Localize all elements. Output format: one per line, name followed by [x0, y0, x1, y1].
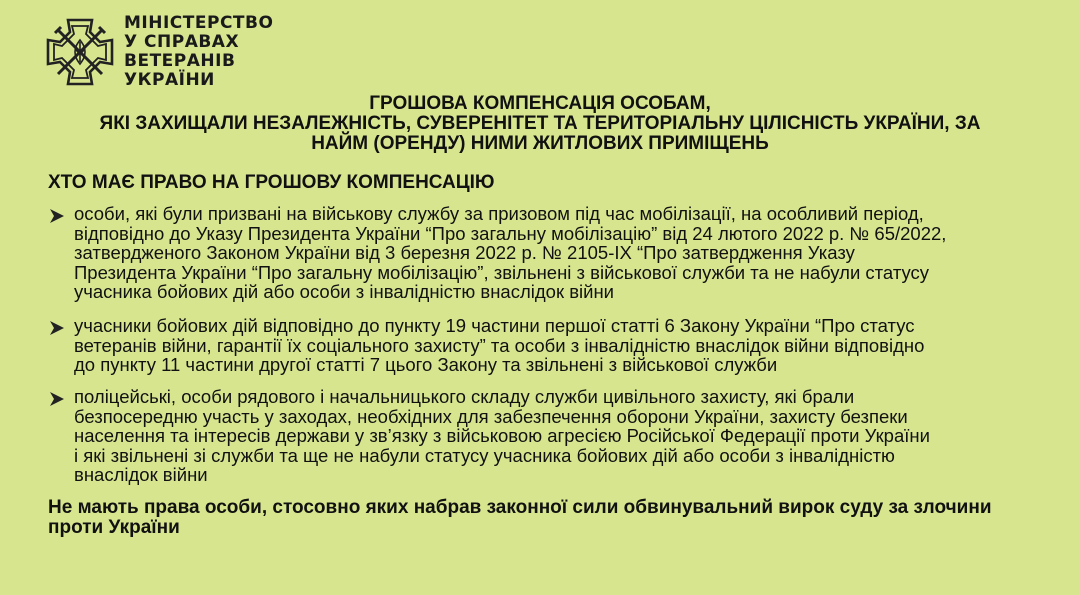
text-line: затвердженого Законом України від 3 березня 2022 р. № 2105-IX “Про затвердження Указу — [74, 242, 855, 263]
ministry-name-line-4: УКРАЇНИ — [124, 70, 215, 90]
eligibility-item-text — [70, 387, 930, 485]
ministry-name-line-2: У СПРАВАХ — [124, 32, 240, 52]
text-line: ветеранів війни, гарантії їх соціального захисту” та особи з інвалідністю внаслідок війни відповідно — [74, 334, 925, 356]
title-line-3: НАЙМ (ОРЕНДУ) НИМИ ЖИТЛОВИХ ПРИМІЩЕНЬ — [311, 133, 769, 154]
arrow-bullet-icon — [48, 389, 70, 409]
section-heading: ХТО МАЄ ПРАВО НА ГРОШОВУ КОМПЕНСАЦІЮ — [48, 172, 495, 193]
page-title — [40, 94, 1040, 154]
text-line: Президента України “Про загальну мобілізацію”, звільнені з військової служби та не набули статусу — [74, 261, 930, 283]
text-line: відповідно до Указу Президента України “Про загальну мобілізацію” від 24 лютого 2022 р. № 65/2022, — [74, 222, 947, 244]
eligibility-item-3 — [48, 387, 1038, 485]
eligibility-item-text — [70, 316, 924, 375]
note-line-1: Не мають права особи, стосовно яких набрав законної сили обвинувальний вирок суду за злочини — [48, 497, 992, 518]
arrow-bullet-icon — [48, 206, 70, 226]
text-line: особи, які були призвані на військову службу за призовом під час мобілізації, на особливий період, — [74, 203, 924, 224]
eligibility-item-1 — [48, 204, 1038, 302]
ministry-name-line-1: МІНІСТЕРСТВО — [124, 13, 274, 33]
text-line: учасники бойових дій відповідно до пункту 19 частини першої статті 6 Закону України “Про статус — [74, 315, 915, 336]
text-line: безпосередню участь у заходах, необхідних для забезпечення оборони України, захисту безпеки — [74, 405, 908, 427]
text-line: населення та інтересів держави у зв’язку з військовою агресією Російської Федерації проти України — [74, 425, 930, 446]
ministry-name — [124, 14, 273, 90]
title-line-2: ЯКІ ЗАХИЩАЛИ НЕЗАЛЕЖНІСТЬ, СУВЕРЕНІТЕТ ТА ТЕРИТОРІАЛЬНУ ЦІЛІСНІСТЬ УКРАЇНИ, ЗА — [99, 113, 981, 134]
arrow-bullet-icon — [48, 318, 70, 338]
title-line-1: ГРОШОВА КОМПЕНСАЦІЯ ОСОБАМ, — [369, 93, 711, 114]
eligibility-item-text — [70, 204, 946, 302]
eligibility-item-2 — [48, 316, 1038, 375]
text-line: і які звільнені зі служби та ще не набули статусу учасника бойових дій або особи з інвалідністю — [74, 444, 895, 466]
text-line: учасника бойових дій або особи з інвалідністю внаслідок війни — [74, 281, 615, 302]
ministry-emblem-icon — [44, 16, 116, 88]
text-line: внаслідок війни — [74, 464, 208, 485]
exclusion-note — [48, 498, 1038, 538]
ministry-logo — [44, 14, 273, 90]
ministry-name-line-3: ВЕТЕРАНІВ — [124, 51, 236, 71]
text-line: до пункту 11 частини другої статті 7 цього Закону та звільнені з військової служби — [74, 354, 778, 375]
note-line-2: проти України — [48, 517, 180, 538]
text-line: поліцейські, особи рядового і начальницького складу служби цивільного захисту, які брали — [74, 386, 855, 407]
